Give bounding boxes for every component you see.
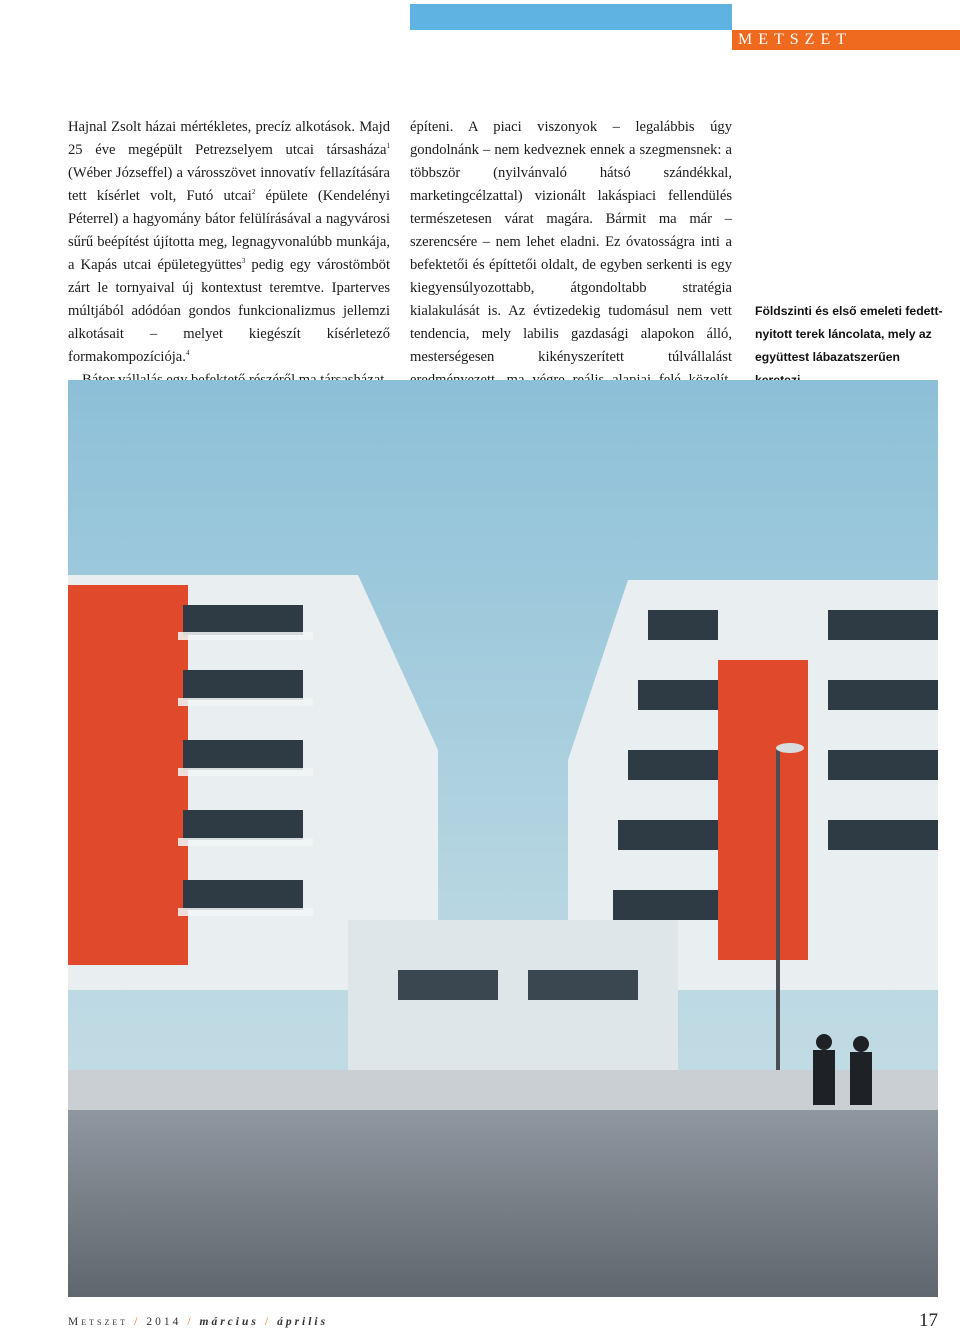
footer-month-1: március xyxy=(199,1316,259,1328)
body-column-1 xyxy=(68,116,390,392)
footer-magazine: Metszet xyxy=(68,1316,129,1328)
apartment-buildings-photo xyxy=(68,380,938,1297)
paragraph-3: építeni. A piaci viszonyok – legalábbis úgy gondolnánk – nem kedveznek ennek a szegmensnek: a többször (nyilvánvaló hátsó szándékkal, marketingcélzattal) vizionált lakáspiaci fellendülés természetesen várat magára. Bármit ma már – szerencsére – nem lehet eladni. Ez óvatosságra inti a befektetői és építtetői oldalt, de egyben serkenti is egy kiegyensúlyozottabb, átgondoltabb stratégia kialakulását is. Az évtizedekig tudomásul nem vett tendencia, mely labilis gazdasági alapokon álló, mesterségesen kikényszerített túlvállalást xyxy=(410,119,732,365)
page-number: 17 xyxy=(919,1310,938,1331)
body-column-2 xyxy=(410,116,732,415)
footer-year: 2014 xyxy=(146,1316,182,1328)
footer-month-2: április xyxy=(277,1316,329,1328)
page-footer: Metszet / 2014 / március / április xyxy=(68,1316,329,1328)
photo-caption: Földszinti és első emeleti fedett-nyitott terek láncolata, mely az együttest lábazatszerűen xyxy=(755,304,943,364)
header-blue-bar xyxy=(410,4,732,30)
section-label: METSZET xyxy=(732,30,960,50)
paragraph-1: Hajnal Zsolt házai mértékletes, precíz alkotások. Majd 25 éve megépült Petrezselyem utcai társasháza$^1$ (Wéber Józseffel) a városszövet innovatív fellazítására tett kísérlet volt, Futó utcai$^2$ épülete (Kendelényi Péterrel) a hagyomány bátor felülírásával a nagyvárosi sűrű beépítést újította meg, legnagyvonalúbb munkája, a Kapás utcai épületegyüttes$^3$ pedig egy várostömböt zárt le tornyaival új kontextust teremtve. Iparterves múltjából adódóan gondos funkcionalizmus jellemzi alkotásait – melyet kiegészít kísérletező formakompozíciója.$^4$ xyxy=(68,119,391,365)
